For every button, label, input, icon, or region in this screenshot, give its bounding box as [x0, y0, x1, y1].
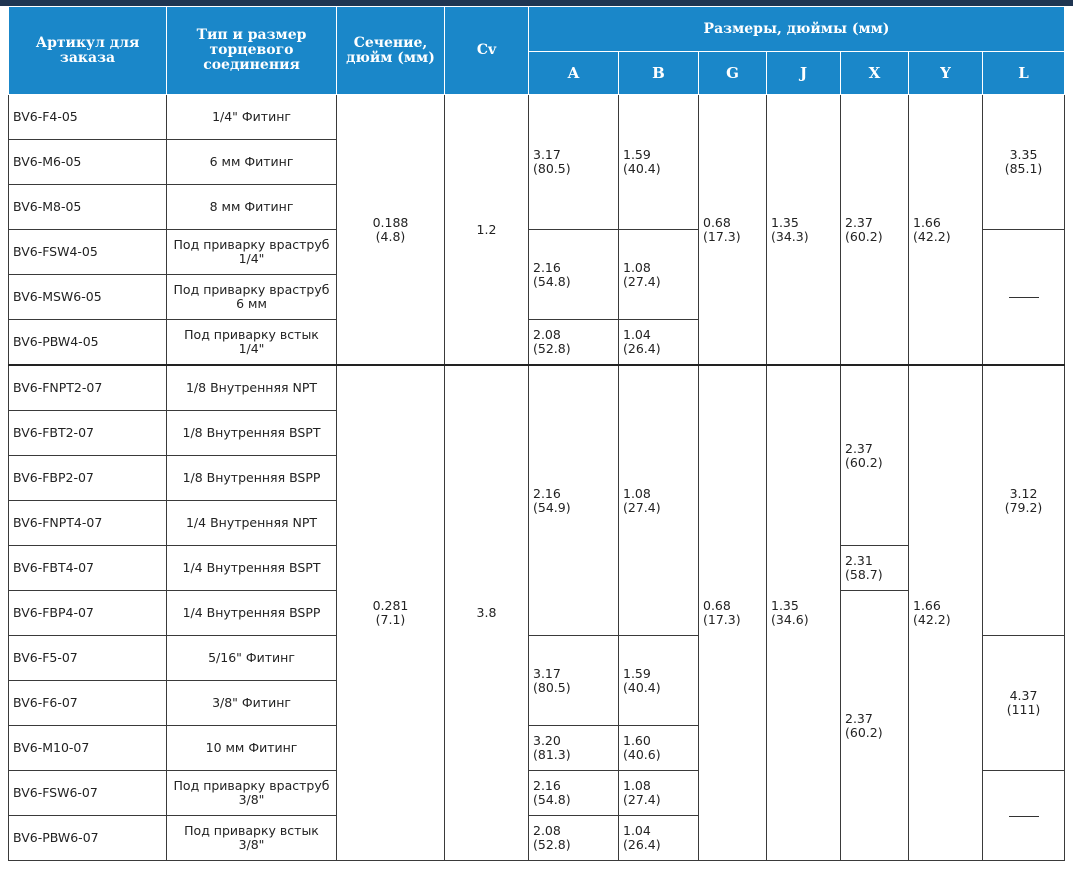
- col-j-header: J: [767, 52, 841, 95]
- type-cell: 1/4 Внутренняя BSPP: [167, 591, 337, 636]
- article-cell: BV6-FSW4-05: [9, 230, 167, 275]
- col-g-header: G: [699, 52, 767, 95]
- article-cell: BV6-M6-05: [9, 140, 167, 185]
- article-cell: BV6-F5-07: [9, 636, 167, 681]
- dim-a-cell: 2.16 (54.8): [529, 230, 619, 320]
- type-cell: 5/16" Фитинг: [167, 636, 337, 681]
- article-cell: BV6-MSW6-05: [9, 275, 167, 320]
- type-cell: 10 мм Фитинг: [167, 726, 337, 771]
- dim-a-cell: 3.17 (80.5): [529, 636, 619, 726]
- col-section-header: Сечение, дюйм (мм): [337, 7, 445, 95]
- type-cell: 1/8 Внутренняя BSPP: [167, 456, 337, 501]
- type-cell: 1/8 Внутренняя BSPT: [167, 411, 337, 456]
- article-cell: BV6-PBW6-07: [9, 816, 167, 861]
- dim-x-cell: 2.37 (60.2): [841, 591, 909, 861]
- article-cell: BV6-M10-07: [9, 726, 167, 771]
- article-cell: BV6-PBW4-05: [9, 320, 167, 366]
- dim-b-cell: 1.60 (40.6): [619, 726, 699, 771]
- spec-table: [8, 6, 1065, 861]
- dim-j-cell: 1.35 (34.6): [767, 365, 841, 861]
- type-cell: 1/8 Внутренняя NPT: [167, 365, 337, 411]
- dim-a-cell: 2.16 (54.8): [529, 771, 619, 816]
- dim-l-empty-cell: [983, 771, 1065, 861]
- dim-x-cell: 2.37 (60.2): [841, 95, 909, 366]
- dim-y-cell: 1.66 (42.2): [909, 365, 983, 861]
- type-cell: Под приварку враструб 3/8": [167, 771, 337, 816]
- article-cell: BV6-FBP4-07: [9, 591, 167, 636]
- article-cell: BV6-FBP2-07: [9, 456, 167, 501]
- dim-l-cell: 3.35 (85.1): [983, 95, 1065, 230]
- dim-x-cell: 2.37 (60.2): [841, 365, 909, 546]
- table-header: [9, 7, 1065, 95]
- cv-cell: 1.2: [445, 95, 529, 366]
- dim-l-empty-cell: [983, 230, 1065, 366]
- type-cell: 3/8" Фитинг: [167, 681, 337, 726]
- col-cv-header: Cv: [445, 7, 529, 95]
- dim-b-cell: 1.08 (27.4): [619, 230, 699, 320]
- dim-a-cell: 3.20 (81.3): [529, 726, 619, 771]
- type-cell: 6 мм Фитинг: [167, 140, 337, 185]
- type-cell: Под приварку встык 1/4": [167, 320, 337, 366]
- dim-b-cell: 1.08 (27.4): [619, 365, 699, 636]
- dim-b-cell: 1.08 (27.4): [619, 771, 699, 816]
- type-cell: Под приварку враструб 6 мм: [167, 275, 337, 320]
- dim-x-cell: 2.31 (58.7): [841, 546, 909, 591]
- article-cell: BV6-FNPT2-07: [9, 365, 167, 411]
- dim-b-cell: 1.04 (26.4): [619, 816, 699, 861]
- dim-j-cell: 1.35 (34.3): [767, 95, 841, 366]
- dash-mark: [1009, 297, 1039, 298]
- dim-a-cell: 2.08 (52.8): [529, 816, 619, 861]
- article-cell: BV6-F6-07: [9, 681, 167, 726]
- type-cell: Под приварку враструб 1/4": [167, 230, 337, 275]
- col-type-header: Тип и размер торцевого соединения: [167, 7, 337, 95]
- dim-g-cell: 0.68 (17.3): [699, 95, 767, 366]
- dimensions-header: Размеры, дюймы (мм): [529, 7, 1065, 52]
- type-cell: Под приварку встык 3/8": [167, 816, 337, 861]
- dim-b-cell: 1.59 (40.4): [619, 636, 699, 726]
- dim-b-cell: 1.04 (26.4): [619, 320, 699, 366]
- article-cell: BV6-FNPT4-07: [9, 501, 167, 546]
- dim-l-cell: 4.37 (111): [983, 636, 1065, 771]
- type-cell: 1/4 Внутренняя NPT: [167, 501, 337, 546]
- col-l-header: L: [983, 52, 1065, 95]
- article-cell: BV6-F4-05: [9, 95, 167, 140]
- type-cell: 1/4 Внутренняя BSPT: [167, 546, 337, 591]
- dim-g-cell: 0.68 (17.3): [699, 365, 767, 861]
- dim-y-cell: 1.66 (42.2): [909, 95, 983, 366]
- col-y-header: Y: [909, 52, 983, 95]
- dim-l-cell: 3.12 (79.2): [983, 365, 1065, 636]
- type-cell: 8 мм Фитинг: [167, 185, 337, 230]
- col-article-header: Артикул для заказа: [9, 7, 167, 95]
- dash-mark: [1009, 816, 1039, 817]
- table-row: [9, 95, 1065, 140]
- article-cell: BV6-FBT2-07: [9, 411, 167, 456]
- article-cell: BV6-M8-05: [9, 185, 167, 230]
- cv-cell: 3.8: [445, 365, 529, 861]
- type-cell: 1/4" Фитинг: [167, 95, 337, 140]
- section-cell: 0.188 (4.8): [337, 95, 445, 366]
- article-cell: BV6-FSW6-07: [9, 771, 167, 816]
- col-a-header: A: [529, 52, 619, 95]
- article-cell: BV6-FBT4-07: [9, 546, 167, 591]
- dim-b-cell: 1.59 (40.4): [619, 95, 699, 230]
- dim-a-cell: 2.08 (52.8): [529, 320, 619, 366]
- col-x-header: X: [841, 52, 909, 95]
- col-b-header: B: [619, 52, 699, 95]
- table-row: [9, 365, 1065, 411]
- section-cell: 0.281 (7.1): [337, 365, 445, 861]
- dim-a-cell: 2.16 (54.9): [529, 365, 619, 636]
- dim-a-cell: 3.17 (80.5): [529, 95, 619, 230]
